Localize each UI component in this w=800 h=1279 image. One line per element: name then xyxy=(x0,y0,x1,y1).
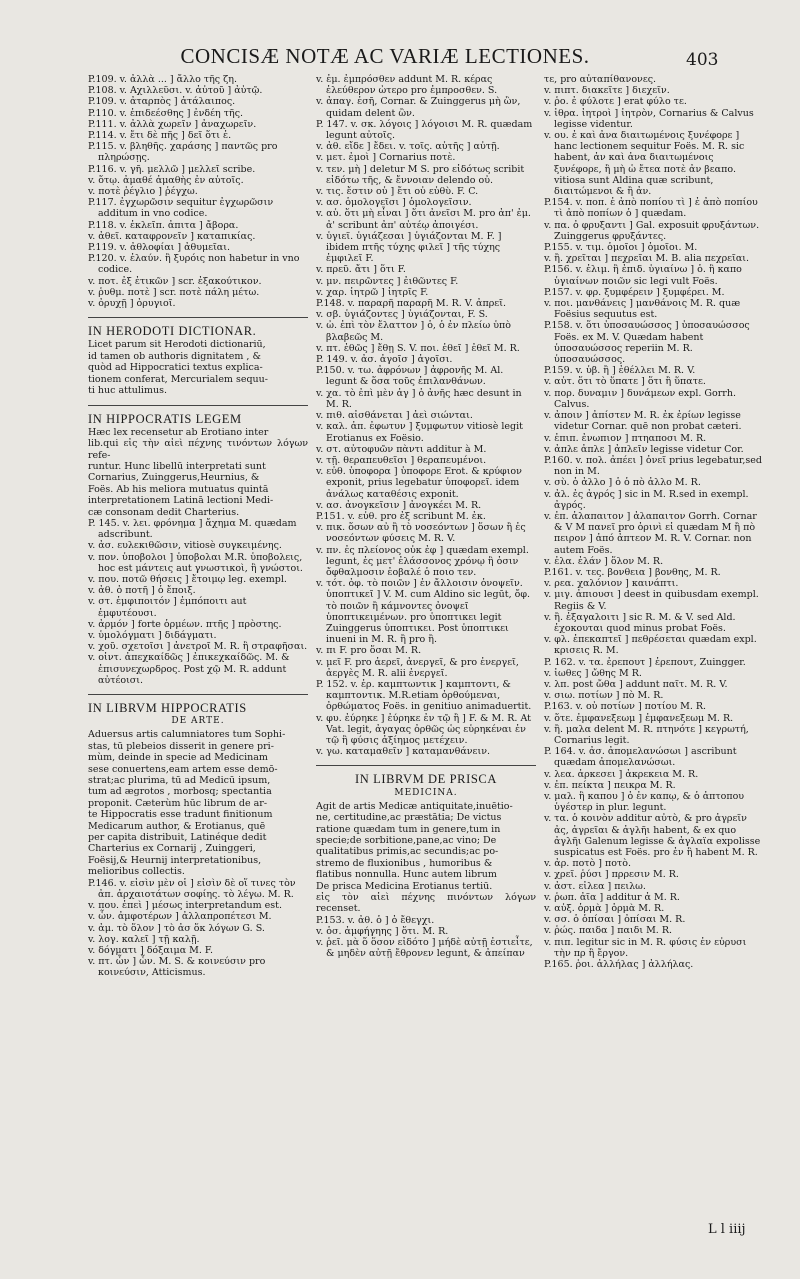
section-heading-prisca: IN LIBRVM DE PRISCA xyxy=(354,772,497,787)
column-right xyxy=(544,74,764,1244)
note-entry: P.163. v. οὐ ποτίων ] ποτίου M. R. xyxy=(544,701,707,713)
note-entry: v. ἀθ. εἴδε ] ἔδει. v. τοῖς. αὐτῆς ] αὐτῇ. xyxy=(316,141,500,153)
note-entry: v. φυ. ἐύρηκε ] ἐύρηκε ἐν τῷ ἢ ] F. & M. R. At Vat. legit, ἀγαγας ὀρθῶς ὡς εὑρηκέναι ἐν τῷ ἢ φύσις ἀξίημος μετέχειν. xyxy=(316,712,531,746)
text-columns xyxy=(88,74,768,1244)
note-entry: v. πρεῦ. ἄτι ] ὅτι F. xyxy=(316,264,406,276)
entries-block xyxy=(88,878,308,979)
note-entry: P.155. v. τιμ. ὁμοῖοι ] ὁμοῖοι. M. xyxy=(544,242,698,254)
note-entry: v. ασ. ἀνογκεῖσιν ] ἀνογκέει M. R. xyxy=(316,499,482,511)
note-entry: P. 162. v. τα. ἐρεπουτ ] ἐρεπουτ, Zuingger. xyxy=(544,656,746,668)
note-entry: v. ποτ. ἐξ ἐτικῶν ] scr. ἐξακούτικον. xyxy=(88,275,262,287)
note-entry: P.159. v. ὑβ. ἢ ] ἐθέλλει M. R. V. xyxy=(544,365,696,377)
note-entry: P.158. v. ὅτι ὑποσαυώσσος ] ὑποσαυώσσος Foës. ex M. V. Quædam habent ὑποσαυώσσος reperiin M. R. ὑποσαυώσσος. xyxy=(544,320,750,366)
note-entry: v. ῥώς. παιδα ] παιδι M. R. xyxy=(544,925,673,937)
note-entry: P.165. ῥοι. ἀλλήλας ] ἀλλήλας. xyxy=(544,959,694,971)
note-entry: v. ἐπ. ἀλαπαιτον ] ἀλαπαιτον Gorrh. Cornar & V M πανεῖ pro ὁρινὶ εἰ quædam M ἢ πὸ πειρον ] ἀπό ἀπτεον M. R. V. Cornar. non autem Foës. xyxy=(544,510,757,556)
note-entry: v. ἐμ. ἐμπρόσθεν addunt M. R. κέρας ἐλεύθερον ὠτερο pro ἐμπροσθεν. S. xyxy=(316,74,498,97)
note-entry: v. σσ. ὁ ὁπίσαι ] ὀπίσαι M. R. xyxy=(544,914,686,926)
note-entry: P.150. v. τω. ἀφρόνων ] ἀφρονῆς M. Al. legunt & ὅσα τοῦς ἐπιλανθάνων. xyxy=(316,365,504,388)
note-entry: v. ὠ. ἐπὶ τὸν ἔλαττον ] ὁ, ὁ ἐν πλείω ὑπὸ βλαβεῶς M. xyxy=(316,320,512,343)
intro-line: ne, certitudine,ac præstātia; De victus xyxy=(316,812,502,824)
note-entry: v. ῥυθμ. ποτὲ ] scr. ποτὲ πάλη μέτω. xyxy=(88,286,260,298)
note-entry: v. λογ. καλεῖ ] τῇ καλῇ. xyxy=(88,933,200,945)
section-rule xyxy=(88,405,308,406)
note-entry: v. στ. ἐμφιποιτόν ] ἐμπόποιτι aut ἐμφυτέουσι. xyxy=(88,596,247,619)
note-entry: v. χοῦ. σχετοῖσι ] ἀνετροῖ M. R. ἢ στραφῆσαι. xyxy=(88,641,308,653)
intro-line: proponit. Cæterùm hūc librum de ar- xyxy=(88,797,268,809)
section-heading-herodotus: IN HERODOTI DICTIONAR. xyxy=(88,324,257,339)
note-entry: v. γω. καταμαθεῖν ] καταμανθάνειν. xyxy=(316,746,490,758)
note-entry: v. ἀλ. ἐς ἀγρός ] sic in M. R.sed in exempl. ἀγρός. xyxy=(544,488,749,511)
note-entry: v. πικ. ὅσων αὐ ἢ τὸ νοσεόντων ] ὅσων ἢ ἐς νοσεόντων φύσεις M. R. V. xyxy=(316,522,526,545)
note-entry: v. πν. ἐς πλείονος οὐκ ἐφ ] quædam exempl. legunt, ἐς μετ' ἐλάσσονος χρόνῳ ἢ ὁσιν ὄφθαλμοσιν ἐοβαλέ ὁ ποιο τεν. xyxy=(316,544,529,578)
note-entry: P. 147. v. σκ. λόγοις ] λόγοισι M. R. quædam legunt αὐτοῖς. xyxy=(316,118,533,142)
entries-block xyxy=(316,915,536,960)
section-rule xyxy=(88,317,308,318)
note-entry: v. αὐ. ὅτι μὴ εἶναι ] ὅτι ἀνεῖσι M. pro ἀπ' ἐμ. ἀ' scribunt ἀπ' αὐτέῳ ἀποιγέσι. xyxy=(316,208,531,231)
intro-line: ratione quædam tum in genere,tum in xyxy=(316,823,501,835)
note-entry: v. πον. ὑποβολοι ] ὑποβολαι M.R. ὑποβολεις, hoc est μάντεις aut γνωστικοὶ, ἢ γνώστοι. xyxy=(88,551,303,574)
note-entry: v. λεα. ἀρκεσει ] ἀκρεκεια M. R. xyxy=(544,768,699,780)
note-entry: v. ῥεῖ. μὰ ὅ ὅσον εἰδότο ] μήδὲ αὐτῇ ἐστιεἶτε, & μηδὲν αὐτῇ ἔθρονεν legunt, & ἀπείπαν xyxy=(316,937,533,960)
note-entry: P.153. v. ἀθ. ὁ ] ὁ ἔθεγχι. xyxy=(316,914,435,926)
intro-line: Foës. Ab his meliora mutuatus quintā xyxy=(88,483,269,495)
section-intro-prisca xyxy=(316,801,536,915)
intro-line: lib.qui εἰς τὴν αἰεὶ πέχνης τινόντων λόγων refe- xyxy=(88,438,308,461)
note-entry: v. χρεῖ. ῥύσι ] πρρεσιν M. R. xyxy=(544,869,679,881)
intro-line: quòd ad Hippocratici textus explica- xyxy=(88,362,263,374)
note-entry: v. πι F. pro ὅσαι M. R. xyxy=(316,645,422,657)
note-entry: v. ασ. ὁμολογεῖσι ] ὁμολογεῖσιν. xyxy=(316,197,472,209)
note-entry: v. ὧν. ἀμφοτέρων ] ἀλλαπροπέτεσι M. xyxy=(88,911,272,923)
note-entry: P. 149. v. ἀσ. ἀγοῖσ ] ἀγοῖσι. xyxy=(316,354,453,366)
note-entry: v. μιγ. ἀπιουσι ] deest in quibusdam exempl. Regiis & V. xyxy=(544,589,759,612)
note-entry: P. 152. v. ἐρ. καμπτωντικ ] καμπτοντι, & καμπτοντικ. M.R.etiam ὀρθούμεναι, ὀρθώματος Foës. in genitiuo animaduertit. xyxy=(316,678,532,713)
note-entry: v. πιπ. legitur sic in M. R. φύσις ἐν εὐρυσι τὴν πρ ἢ ἔργον. xyxy=(544,936,747,959)
note-entry: P.111. v. ἀλλὰ χωρεῖν ] ἀναχωρεῖν. xyxy=(88,118,257,130)
note-entry: P.114. v. ἔτι δὲ πῆς ] δεῖ ὅτι ἐ. xyxy=(88,130,232,142)
note-entry: v. αὐτ. ὅτι τὸ ὕπατε ] ὅτι ἢ ὕπατε. xyxy=(544,376,706,388)
intro-line: ti huc attulimus. xyxy=(88,385,167,397)
page-number: 403 xyxy=(686,50,719,70)
note-entry: v. τότ. ὀφ. τὸ ποιῶν ] ἐν ἄλλοισιν ὀνοψεῖν. ὑποπτικεῖ ] V. M. cum Aldino sic legūt, ὄφ. τὸ ποιῶν ἢ κάμνοντες ὀνοψεῖ ὑποπτικειμένων. pro ὑποπτικει legit Zuinggerus ὑποπτικει. Post ὑποπτικει inueni in M. R. ἢ pro ἢ. xyxy=(316,578,531,646)
note-entry: v. ἀποιν ] ἀπίστεν M. R. ἐκ ἐρίων legisse videtur Cornar. quē non probat cæteri. xyxy=(544,410,742,433)
note-entry: v. τις. ἔστιν οὐ ] ἔτι οὐ εὐθὺ. F. C. xyxy=(316,186,479,198)
note-entry: P.157. v. φρ. ξυμφέρειν ] ξυμφέρει. M. xyxy=(544,286,725,298)
note-entry: v. ἀπαγ. ἐσῆ, Cornar. & Zuinggerus μὴ ὢν, quidam delent ὢν. xyxy=(316,96,521,119)
note-entry: v. τα. ὁ κοινὸν additur αὐτὸ, & pro ἀγρεῖν ἀς, ἀγρεῖαι & ἀγλῆι habent, & ex quo ἀγλῆι Galenum legisse & ἀγλαϊα expolisse suspicatus est Foës. pro ἐν ἢ habent M. R. xyxy=(544,813,761,859)
entries-block xyxy=(88,74,308,309)
section-heading-arte: IN LIBRVM HIPPOCRATIS xyxy=(88,701,247,715)
note-entry: v. ἀπλε ἀπλε ] ἀπλεῖν legisse videtur Cor. xyxy=(544,443,744,455)
note-entry: v. ὀρυχῇ ] ὀρυγιοῖ. xyxy=(88,298,176,310)
section-rule xyxy=(316,765,536,766)
note-entry: v. πτ. ἐθῶς ] ἔθῃ S. V. ποι. ἐθεῖ ] ἐθεῖ M. R. xyxy=(316,342,520,354)
note-entry: v. στ. αὐτοφυῶν πὰντι additur à M. xyxy=(316,443,487,455)
note-entry: v. ποτὲ ῥέγλιο ] ῥέγχω. xyxy=(88,186,198,198)
entries-block xyxy=(88,518,308,686)
note-entry: v. ὑμολόγματι ] διδάγματι. xyxy=(88,629,217,641)
note-entry: v. ἀμ. τὸ ὅλον ] τὸ ἀσ ὅκ λόγων G. S. xyxy=(88,922,265,934)
note-entry: P.108. v. Αχιλλεῦσι. v. ἀὐτοῦ ] ἀὐτῷ. xyxy=(88,85,263,97)
note-entry: P.154. v. ποπ. ἐ ἀπὸ ποπίου τὶ ] ἐ ἀπὸ ποπίου τὶ ἀπὸ ποπίων ὁ ] quædam. xyxy=(544,197,758,220)
note-entry: P.161. v. τες. βονθεια ] βονθης, M. R. xyxy=(544,566,721,578)
note-entry: P. 164. v. ἀσ. ἀπομελανώσωι ] ascribunt quædam ἀπομελανώσωι. xyxy=(544,746,737,769)
note-entry: v. ου. ἐ καὶ ἀνα διαιτωμένοις ξυνέφορε ] hanc lectionem sequitur Foës. M. R. sic habent, ἀν καὶ ἀνα διαιτωμένοις ξυνέφορε, ἢ μὴ ὡ ἔτεα ποτὲ ἀν βεαπο. vitiosa sunt Aldina quæ scribunt, διαιτώμενοι & ἢ ἀν. xyxy=(544,130,745,198)
note-entry: v. ῥωπ. ἀῖα ] additur ἀ M. R. xyxy=(544,891,680,903)
note-entry: P.120. v. ἐλαύν. ἢ ξυρόις non habetur in vno codice. xyxy=(88,253,300,276)
note-entry: P.117. ἐγχωρῶσιν sequitur ἐγχωρῶσιν additum in vno codice. xyxy=(88,197,274,220)
intro-line: id tamen ob authoris dignitatem , & xyxy=(88,350,261,362)
note-entry: P.116. v. γῆ. μελλῶ ] μελλεῖ scribe. xyxy=(88,163,256,175)
intro-line: tionem conferat, Mercurialem sequu- xyxy=(88,373,268,385)
note-entry: v. ἐπιπ. ἐνωπιον ] πτηαποσι M. R. xyxy=(544,432,707,444)
intro-line: sese conuertens,eam artem esse demō- xyxy=(88,763,278,775)
note-entry: v. ἀσ. ευλεκιθῶσιν, vitiosè συγκειμένης. xyxy=(88,540,282,552)
note-entry: v. ὁσ. ἀμφήγηης ] ὅτι. M. R. xyxy=(316,926,449,938)
intro-line: Agit de artis Medicæ antiquitate,inuētio- xyxy=(316,800,513,812)
note-entry: τε, pro αὐταπίθανονες. xyxy=(544,74,657,85)
note-entry: v. μν. πειρῶντες ] ἐιθῶντες F. xyxy=(316,275,459,287)
note-entry: v. ὅτε. ἐμφανεξεωμ ] ἐμφανεξεωμ M. R. xyxy=(544,712,734,724)
section-heading-legem: IN HIPPOCRATIS LEGEM xyxy=(88,411,242,426)
section-subheading-prisca: MEDICINA. xyxy=(394,787,458,798)
intro-line: Cornarius, Zuinggerus,Heurnius, & xyxy=(88,472,260,484)
note-entry: v. ρεα. χαλόνιον ] καινάπτι. xyxy=(544,578,679,590)
entries-block xyxy=(544,74,764,970)
section-intro-herodotus xyxy=(88,339,308,396)
note-entry: P.115. v. βληθῆς. χαράσης ] παντῶς pro πληρώσῃς. xyxy=(88,141,278,164)
intro-line: Foësij,& Heurnij interpretationibus, xyxy=(88,854,262,866)
note-entry: v. ἀθ. ὁ ποτῆ ] ὁ ἔποιξ. xyxy=(88,585,196,597)
note-entry: v. μετ. ἐμοὶ ] Cornarius ποτὲ. xyxy=(316,152,456,164)
note-entry: P.119. v. ἀθλοφίαι ] ἀθυμεῖαι. xyxy=(88,242,230,254)
note-entry: v. ἀρ. ποτὸ ] ποτὸ. xyxy=(544,858,631,870)
note-entry: v. πτ. ὧν ] ὧν. M. S. & κοινεύσιν pro κοινεύσιν, Atticismus. xyxy=(88,956,266,979)
note-entry: P.151. v. εὐθ. pro ἐξ scribunt M. ἐκ. xyxy=(316,510,486,522)
note-entry: v. σὺ. ὁ ἀλλο ] ὁ ὁ πὸ ἀλλο M. R. xyxy=(544,477,701,489)
note-entry: v. φλ. ἐπεκαπτεῖ ] πεθρέσεται quædam expl. κρισεις R. M. xyxy=(544,634,757,657)
note-entry: P.148. v. παραρῆ παραρῆ M. R. V. ἀπρεῖ. xyxy=(316,298,506,310)
intro-line: Licet parum sit Herodoti dictionariū, xyxy=(88,339,266,351)
intro-line: Aduersus artis calumniatores tum Sophi- xyxy=(88,729,286,741)
intro-line: melioribus collectis. xyxy=(88,866,185,878)
note-entry: v. ἰθρα. ἰητροὶ ] ἰητρὸν, Cornarius & Calvus legisse videntur. xyxy=(544,107,754,130)
note-entry: P.156. v. ἐλιμ. ἢ ἐπιδ. ὑγιαίνω ] ὁ. ἢ καπο ὑγιαίνων ποιῶν sic legi vult Foës. xyxy=(544,264,742,287)
note-entry: v. αὐξ. ὁρμὰ ] ὁρμὰ M. R. xyxy=(544,903,665,915)
note-entry: P.146. v. εἰσὶν μὲν οἱ ] εἰσὶν δὲ οἵ τινες τὸν ἀπ. ἀρχαιοτάτων σοφίης. τὸ λέγω. M. R. xyxy=(88,877,296,900)
note-entry: v. ὅτῳ. ἀμαθέ ἀμαθὴς ἐν αὐτοῖς. xyxy=(88,174,244,186)
intro-line: mùm, deinde in specie ad Medicinam xyxy=(88,752,268,764)
note-entry: P.160. v. πολ. ἀπέει ] ὀνεῖ prius legebatur,sed non in M. xyxy=(544,454,762,478)
intro-line: interpretationem Latinā lectioni Medi- xyxy=(88,495,274,507)
intro-line: Medicarum author, & Erotianus, quē xyxy=(88,820,266,832)
note-entry: v. ἢ. χρεῖται ] πεχρεῖαι M. B. alia πεχρεῖαι. xyxy=(544,253,749,265)
intro-line: strat;ac plurima, tū ad Medicū ipsum, xyxy=(88,775,271,787)
section-intro-arte xyxy=(88,729,308,877)
note-entry: v. χα. τὸ ἐπὶ μὲν ἀγ ] ὁ ἀνῆς hæc desunt in M. R. xyxy=(316,387,522,410)
note-entry: P.110. v. ἐπιδεέσθης ] ἐνδέη τῆς. xyxy=(88,107,244,119)
note-entry: v. λπ. post ὤθα ] addunt παῖτ. M. R. V. xyxy=(544,678,728,690)
note-entry: v. πορ. δυναμιν ] δυνάμεων expl. Gorrh. Calvus. xyxy=(544,387,736,410)
note-entry: v. χαρ. ἰητρῶ ] ἰητρῖς F. xyxy=(316,286,429,298)
intro-line: runtur. Hunc libellū interpretati sunt xyxy=(88,460,266,472)
note-entry: v. ἢ. μαλα delent M. R. πτηνότε ] κεγρωτή, Cornarius legit. xyxy=(544,723,749,746)
note-entry: P. 145. v. λει. φρόνημα ] ἄχημα M. quædam adscribunt. xyxy=(88,517,297,541)
column-left xyxy=(88,74,308,1244)
note-entry: v. ὑγιεῖ. ὑγιάζεσαι ] ὑγιάζονται M. F. ] ibidem πτῆς τύχης φιλεῖ ] τῆς τύχης ἐμφιλεῖ F. xyxy=(316,230,502,265)
note-entry: v. καλ. ἀπ. ἐφωτυν ] ξυμφωτυν vitiosè legit Erotianus ex Foësio. xyxy=(316,421,523,444)
intro-line: specie;de sorbitione,pane,ac vino; De xyxy=(316,835,497,847)
note-entry: v. τῇ. θεραπευθεῖσι ] θεραπευμένοι. xyxy=(316,454,487,466)
note-entry: v. πιθ. αἰσθάνεται ] ἀεὶ σιώνται. xyxy=(316,410,473,422)
section-rule xyxy=(88,694,308,695)
entries-block xyxy=(316,74,536,757)
section-intro-legem xyxy=(88,427,308,518)
note-entry: v. ποι. μανθάνεις ] μανθάνοις M. R. quæ Foësius sequutus est. xyxy=(544,298,741,321)
note-entry: v. οἰντ. ἀπεχκαίδῶς ] ἐπικεχκαίδῶς. M. & ἐπισυνεχωρδρος. Post χῷ M. R. addunt αὐτέοισι. xyxy=(88,652,290,686)
intro-line: εἰς τὸν αἰεὶ πέχνης πινόντων λόγων recenset. xyxy=(316,892,536,915)
note-entry: P.118. v. ἐκλεῖπ. ἀπιτα ] ἄβορα. xyxy=(88,219,239,231)
running-head: CONCISÆ NOTÆ AC VARIÆ LECTIONES. xyxy=(180,44,590,68)
note-entry: v. ἐπ. πείκτα ] πεικρα M. R. xyxy=(544,779,676,791)
note-entry: v. ἀρμόν ] forte ὁρμέων. πτῆς ] πρὸστης. xyxy=(88,618,282,630)
note-entry: P.109. v. ἀταρπὸς ] ἀτάλαιπος. xyxy=(88,96,236,108)
intro-line: tum ad ægrotos , morbosq; spectantia xyxy=(88,786,272,798)
intro-line: De prisca Medicina Erotianus tertiū. xyxy=(316,880,493,892)
note-entry: v. μαλ. ἢ καπου ] ὁ ἐν καπῳ, & ὁ ἀπτοπου ὑγέστερ in plur. legunt. xyxy=(544,791,745,814)
note-entry: v. μεῖ F. pro ἀερεῖ, ἀνεργεῖ, & pro ἐνεργεῖ, ἀεργὲς M. R. alii ἐνεργεῖ. xyxy=(316,656,519,679)
column-middle xyxy=(316,74,536,1244)
note-entry: v. ἰωθες ] ὤθης M R. xyxy=(544,667,642,679)
note-entry: v. που. ἐπεὶ ] μέσως interpretandum est. xyxy=(88,900,283,912)
note-entry: P.109. v. ἀλλὰ ... ] ἄλλο τῆς ζη. xyxy=(88,74,237,85)
note-entry: v. ἐλα. ἐλάν ] ὅλον M. R. xyxy=(544,555,664,567)
note-entry: v. τεν. μὴ ] deletur M S. pro εἰδότως scribit εἰδότω τῆς, & ἔννοιαν delendo οὐ. xyxy=(316,163,525,186)
note-entry: v. σβ. ὑγιάζοντες ] ὑγιάζονται, F. S. xyxy=(316,309,488,321)
intro-line: stremo de fluxionibus , humoribus & xyxy=(316,857,493,869)
intro-line: Charterius ex Cornarij , Zuinggeri, xyxy=(88,843,256,855)
note-entry: v. δόγματι ] δόξαιμα M. F. xyxy=(88,944,214,956)
note-entry: v. σιω. ποτίων ] πὸ M. R. xyxy=(544,690,664,702)
note-entry: v. ῥο. ἐ φύλοτε ] erat φύλο τε. xyxy=(544,96,687,108)
intro-line: per capita distribuit, Latinéque dedit xyxy=(88,832,267,844)
gathering-signature: L l iiij xyxy=(708,1222,746,1237)
note-entry: v. πιπτ. διακεῖτε ] διεχεῖν. xyxy=(544,85,670,97)
note-entry: v. ἢ. ἐξαγαλοιτι ] sic R. M. & V. sed Ald. ἐχοκουται quod minus probat Foës. xyxy=(544,611,736,634)
intro-line: flatibus nonnulla. Hunc autem librum xyxy=(316,869,497,881)
intro-line: cæ consonam dedit Charterius. xyxy=(88,506,240,518)
note-entry: v. πα. ὀ φρυξαντι ] Gal. exposuit φρυξάντων. Zuinggerus φρυξάντες. xyxy=(544,219,760,242)
note-entry: v. ἀθεῖ. καταφρονεῖν ] καταπικίας. xyxy=(88,230,256,242)
intro-line: Hæc lex recensetur ab Erotiano inter xyxy=(88,426,269,438)
intro-line: qualitatibus primis,ac secundis;ac po- xyxy=(316,846,499,858)
intro-line: stas, tū plebeios disserit in genere pri- xyxy=(88,740,274,752)
note-entry: v. που. ποτῶ θήσεις ] ἔτοιμῳ leg. exempl. xyxy=(88,573,287,585)
note-entry: v. εὐθ. ὑποφορα ] ὑποφορε Erot. & κρύφιον exponit, prius legebatur ὑποφορεῖ. idem ἀνάλως καταθέσις exponit. xyxy=(316,466,522,500)
note-entry: v. ἀστ. εἰλεα ] πειλω. xyxy=(544,880,646,892)
intro-line: te Hippocratis esse tradunt finitionum xyxy=(88,809,273,821)
section-subheading-arte: DE ARTE. xyxy=(171,716,225,727)
